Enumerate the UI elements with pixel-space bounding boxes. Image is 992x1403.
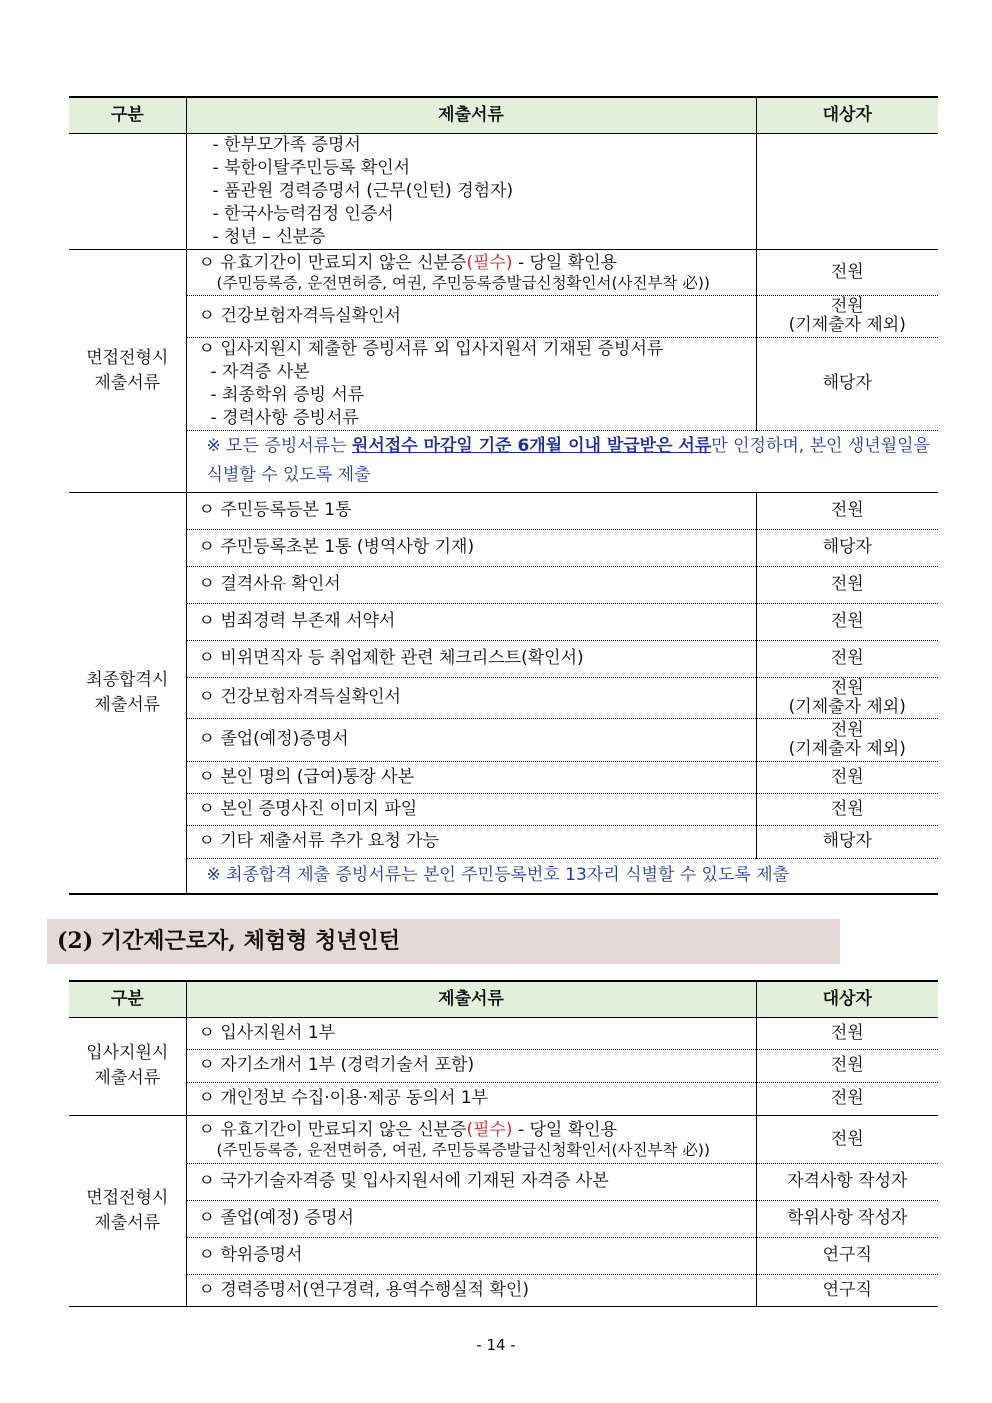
target-cell: 자격사항 작성자 bbox=[756, 1163, 938, 1200]
table-row: ㅇ 개인정보 수집·이용·제공 동의서 1부 bbox=[186, 1082, 756, 1115]
target-cell: 전원 bbox=[756, 249, 938, 295]
target-cell: 전원 bbox=[756, 640, 938, 677]
header-documents: 제출서류 bbox=[186, 981, 756, 1017]
table-row: ㅇ 건강보험자격득실확인서 bbox=[186, 677, 756, 718]
target-cell: 전원 bbox=[756, 793, 938, 825]
table-row: ㅇ 비위면직자 등 취업제한 관련 체크리스트(확인서) bbox=[186, 640, 756, 677]
table-row: ㅇ 입사지원서 1부 bbox=[186, 1017, 756, 1049]
final-note: ※ 최종합격 제출 증빙서류는 본인 주민등록번호 13자리 식별할 수 있도록 제출 bbox=[186, 858, 938, 894]
table-row: ㅇ 주민등록등본 1통 bbox=[186, 492, 756, 529]
table-row: ㅇ 본인 증명사진 이미지 파일 bbox=[186, 793, 756, 825]
page-number: - 14 - bbox=[476, 1336, 516, 1354]
target-cell: 연구직 bbox=[756, 1274, 938, 1306]
doc-id-card bbox=[186, 249, 756, 295]
target-cell: 전원 bbox=[756, 761, 938, 793]
table-row: ㅇ 졸업(예정) 증명서 bbox=[186, 1200, 756, 1237]
target-cell: 학위사항 작성자 bbox=[756, 1200, 938, 1237]
target-cell: 전원 bbox=[756, 566, 938, 603]
target-cell: 전원 bbox=[756, 1017, 938, 1049]
category-apply: 입사지원시 제출서류 bbox=[69, 1017, 186, 1115]
target-cell: 전원 bbox=[756, 603, 938, 640]
doc-main: ㅇ 유효기간이 만료되지 않은 신분증(필수) - 당일 확인용 bbox=[198, 1119, 618, 1140]
table-row: ㅇ 본인 명의 (급여)통장 사본 bbox=[186, 761, 756, 793]
doc-main: ㅇ 입사지원시 제출한 증빙서류 외 입사지원서 기재된 증빙서류 bbox=[198, 338, 664, 359]
table-row: ㅇ 기타 제출서류 추가 요청 가능 bbox=[186, 825, 756, 858]
required-mark: (필수) bbox=[466, 1119, 513, 1140]
list-item: - 자격증 사본 bbox=[210, 361, 310, 382]
header-documents: 제출서류 bbox=[186, 97, 756, 133]
target-cell: 전원 (기제출자 제외) bbox=[756, 295, 938, 337]
header-target: 대상자 bbox=[756, 981, 938, 1017]
table-row: ㅇ 결격사유 확인서 bbox=[186, 566, 756, 603]
table-row: ㅇ 국가기술자격증 및 입사지원서에 기재된 자격증 사본 bbox=[186, 1163, 756, 1200]
table-row: ㅇ 경력증명서(연구경력, 용역수행실적 확인) bbox=[186, 1274, 756, 1306]
target-cell: 전원 bbox=[756, 492, 938, 529]
doc-id-card bbox=[186, 1115, 756, 1163]
table-row: ㅇ 학위증명서 bbox=[186, 1237, 756, 1274]
target-cell: 전원 (기제출자 제외) bbox=[756, 718, 938, 761]
table-row: ㅇ 주민등록초본 1통 (병역사항 기재) bbox=[186, 529, 756, 566]
category-final: 최종합격시 제출서류 bbox=[69, 492, 186, 894]
interview-note: ※ 모든 증빙서류는 원서접수 마감일 기준 6개월 이내 발급받은 서류만 인정하며, 본인 생년월일을 식별할 수 있도록 제출 bbox=[186, 430, 938, 492]
header-target: 대상자 bbox=[756, 97, 938, 133]
header-category: 구분 bbox=[69, 981, 186, 1017]
list-item: - 북한이탈주민등록 확인서 bbox=[212, 157, 411, 178]
target-cell: 전원 (기제출자 제외) bbox=[756, 677, 938, 718]
header-category: 구분 bbox=[69, 97, 186, 133]
section-2-title: (2) 기간제근로자, 체험형 청년인턴 bbox=[47, 919, 840, 964]
table-row: ㅇ 자기소개서 1부 (경력기술서 포함) bbox=[186, 1049, 756, 1082]
doc-health-insurance: ㅇ 건강보험자격득실확인서 bbox=[186, 295, 756, 337]
target-cell bbox=[756, 133, 938, 249]
list-item: - 최종학위 증빙 서류 bbox=[210, 384, 365, 405]
target-cell: 전원 bbox=[756, 1049, 938, 1082]
target-cell: 전원 bbox=[756, 1115, 938, 1163]
target-cell: 전원 bbox=[756, 1082, 938, 1115]
list-item: - 청년 – 신분증 bbox=[212, 226, 326, 247]
target-cell: 해당자 bbox=[756, 529, 938, 566]
target-cell: 연구직 bbox=[756, 1237, 938, 1274]
submission-table-2 bbox=[69, 980, 938, 1307]
note-emphasis: 원서접수 마감일 기준 6개월 이내 발급받은 서류 bbox=[351, 436, 712, 456]
list-item: - 한국사능력검정 인증서 bbox=[212, 203, 394, 224]
list-item: - 품관원 경력증명서 (근무(인턴) 경험자) bbox=[212, 180, 514, 201]
doc-main: ㅇ 유효기간이 만료되지 않은 신분증(필수) - 당일 확인용 bbox=[198, 252, 618, 273]
required-mark: (필수) bbox=[466, 252, 513, 273]
category-interview: 면접전형시 제출서류 bbox=[69, 249, 186, 492]
doc-evidence bbox=[186, 337, 756, 430]
target-cell: 해당자 bbox=[756, 337, 938, 430]
list-item: - 경력사항 증빙서류 bbox=[210, 407, 359, 428]
category-interview-2: 면접전형시 제출서류 bbox=[69, 1115, 186, 1306]
table-row: ㅇ 졸업(예정)증명서 bbox=[186, 718, 756, 761]
target-cell: 해당자 bbox=[756, 825, 938, 858]
continued-doc-list bbox=[186, 133, 756, 249]
table-row: ㅇ 범죄경력 부존재 서약서 bbox=[186, 603, 756, 640]
doc-sub: (주민등록증, 운전면허증, 여권, 주민등록증발급신청확인서(사진부착 必)) bbox=[216, 273, 710, 292]
doc-sub: (주민등록증, 운전면허증, 여권, 주민등록증발급신청확인서(사진부착 必)) bbox=[216, 1140, 710, 1159]
category-continued bbox=[69, 133, 186, 249]
list-item: - 한부모가족 증명서 bbox=[212, 134, 361, 155]
submission-table-1 bbox=[69, 96, 938, 895]
